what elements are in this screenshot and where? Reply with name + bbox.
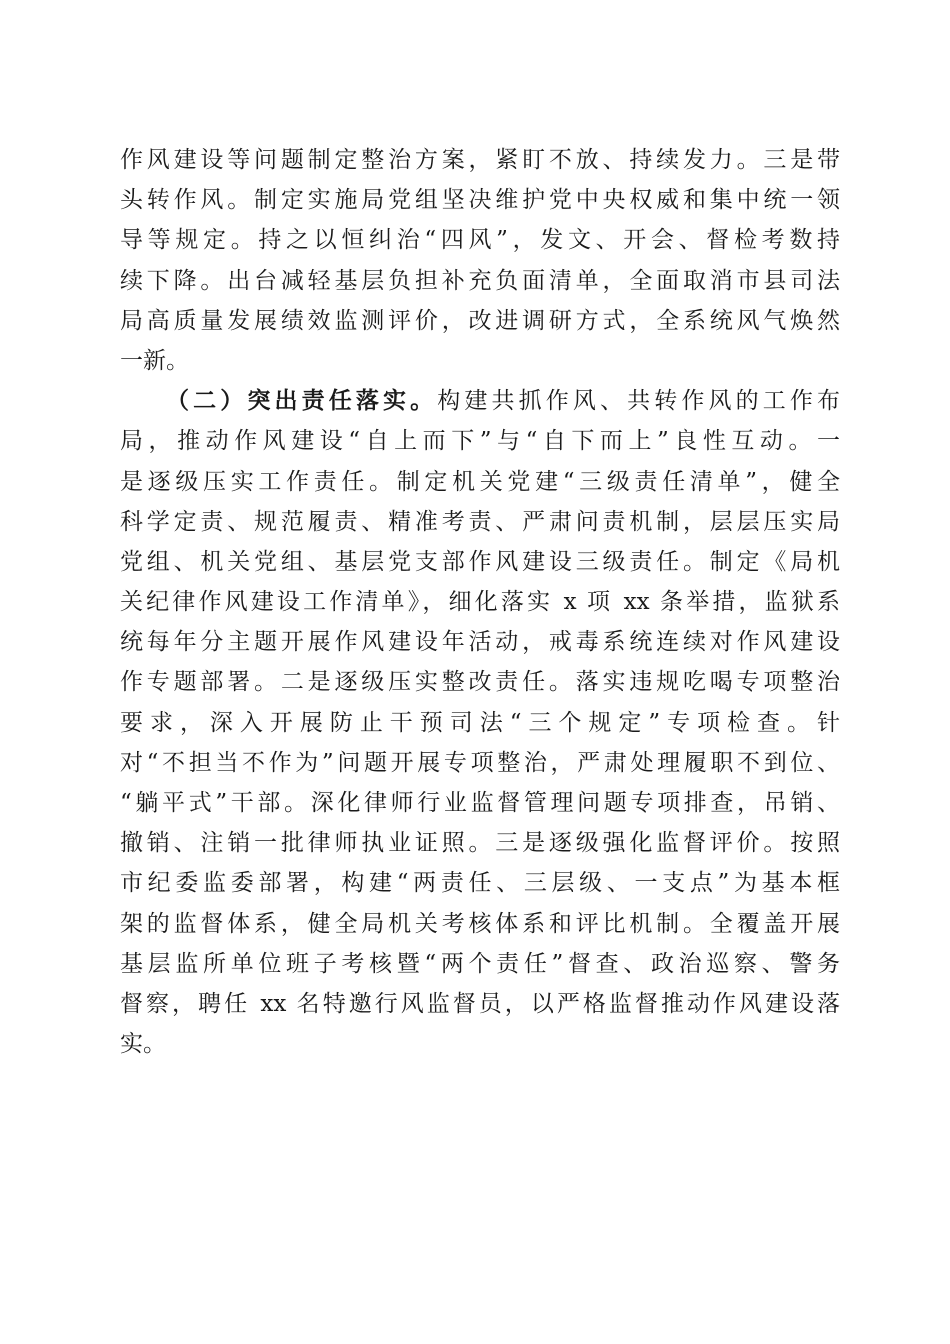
paragraph2-line: 局，推动作风建设“自上而下”与“自下而上”良性互动。一: [120, 428, 840, 455]
paragraph2-line: 科学定责、规范履责、精准考责、严肃问责机制，层层压实局: [120, 508, 840, 535]
paragraph2-line: 督察，聘任 xx 名特邀行风监督员，以严格监督推动作风建设落: [120, 990, 840, 1017]
paragraph1-line: 局高质量发展绩效监测评价，改进调研方式，全系统风气焕然: [120, 307, 840, 334]
paragraph2-line: 实。: [120, 1031, 166, 1058]
paragraph2-line: 对“不担当不作为”问题开展专项整治，严肃处理履职不到位、: [120, 749, 840, 776]
body-text: [120, 140, 840, 1064]
paragraph2-first-line-text: 构建共抓作风、共转作风的工作布: [437, 388, 840, 415]
paragraph1-line: 作风建设等问题制定整治方案，紧盯不放、持续发力。三是带: [120, 147, 840, 173]
paragraph2-line: 架的监督体系，健全局机关考核体系和评比机制。全覆盖开展: [120, 910, 840, 937]
paragraph2-line: 是逐级压实工作责任。制定机关党建“三级责任清单”，健全: [120, 468, 840, 495]
paragraph2-line: “躺平式”干部。深化律师行业监督管理问题专项排查，吊销、: [120, 790, 840, 816]
paragraph2-line: 市纪委监委部署，构建“两责任、三层级、一支点”为基本框: [120, 870, 840, 897]
paragraph2-line: 撤销、注销一批律师执业证照。三是逐级强化监督评价。按照: [120, 830, 840, 857]
paragraph1-line: 一新。: [120, 347, 189, 374]
paragraph2-line: 党组、机关党组、基层党支部作风建设三级责任。制定《局机: [120, 548, 840, 575]
section-heading: （二）突出责任落实。: [166, 387, 438, 415]
paragraph2-first-line: [120, 381, 840, 421]
paragraph2-line: 作专题部署。二是逐级压实整改责任。落实违规吃喝专项整治: [120, 669, 840, 696]
paragraph1-line: 导等规定。持之以恒纠治“四风”，发文、开会、督检考数持: [120, 227, 840, 254]
paragraph1-line: 续下降。出台减轻基层负担补充负面清单，全面取消市县司法: [120, 267, 840, 294]
paragraph1-line: 头转作风。制定实施局党组坚决维护党中央权威和集中统一领: [120, 187, 840, 214]
paragraph2-line: 要求，深入开展防止干预司法“三个规定”专项检查。针: [120, 709, 840, 736]
paragraph2-line: 关纪律作风建设工作清单》，细化落实 x 项 xx 条举措，监狱系: [120, 589, 840, 616]
paragraph2-line: 基层监所单位班子考核暨“两个责任”督查、政治巡察、警务: [120, 950, 840, 977]
paragraph2-line: 统每年分主题开展作风建设年活动，戒毒系统连续对作风建设: [120, 629, 840, 656]
